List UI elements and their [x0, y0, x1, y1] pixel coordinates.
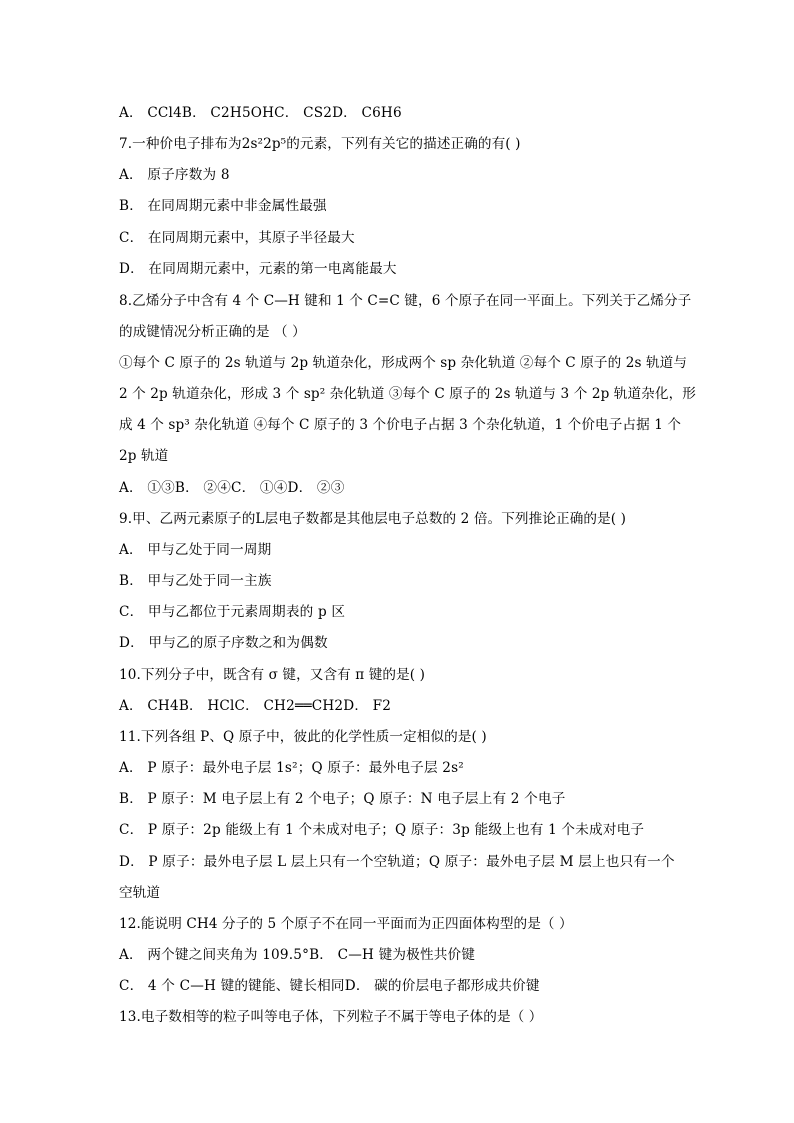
q7-option-d: D． 在同周期元素中，元素的第一电离能最大 — [119, 261, 397, 277]
q7-option-a: A． 原子序数为 8 — [119, 167, 230, 183]
q11-option-b: B． P 原子：M 电子层上有 2 个电子；Q 原子：N 电子层上有 2 个电子 — [119, 791, 566, 807]
q8-statements-line1: ①每个 C 原子的 2s 轨道与 2p 轨道杂化，形成两个 sp 杂化轨道 ②每个 C 原子的 2s 轨道与 — [119, 355, 688, 371]
q11-option-d-line1: D． P 原子：最外电子层 L 层上只有一个空轨道；Q 原子：最外电子层 M 层上也只有一个 — [119, 854, 675, 870]
q10-options: A． CH4B． HClC． CH2══CH2D． F2 — [119, 698, 392, 714]
q9-option-b: B． 甲与乙处于同一主族 — [119, 573, 272, 589]
q8-stem-line1: 8.乙烯分子中含有 4 个 C—H 键和 1 个 C=C 键，6 个原子在同一平面上。下列关于乙烯分子 — [119, 293, 692, 309]
q13-stem: 13.电子数相等的粒子叫等电子体，下列粒子不属于等电子体的是（ ） — [119, 1009, 543, 1025]
q7-option-c: C． 在同周期元素中，其原子半径最大 — [119, 230, 355, 246]
q11-option-c: C． P 原子：2p 能级上有 1 个未成对电子；Q 原子：3p 能级上也有 1 个未成对电子 — [119, 822, 645, 838]
q9-option-d: D． 甲与乙的原子序数之和为偶数 — [119, 635, 328, 651]
q8-statements-line3: 成 4 个 sp³ 杂化轨道 ④每个 C 原子的 3 个价电子占据 3 个杂化轨道，1 个价电子占据 1 个 — [119, 417, 682, 433]
q11-option-d-line2: 空轨道 — [119, 885, 161, 901]
q12-options-cd: C． 4 个 C—H 键的键能、键长相同D． 碳的价层电子都形成共价键 — [119, 978, 540, 994]
q12-stem: 12.能说明 CH4 分子的 5 个原子不在同一平面而为正四面体构型的是（ ） — [119, 916, 573, 932]
q11-stem: 11.下列各组 P、Q 原子中，彼此的化学性质一定相似的是( ) — [119, 729, 487, 745]
q6-options: A． CCl4B． C2H5OHC． CS2D． C6H6 — [119, 105, 402, 121]
q12-options-ab: A． 两个键之间夹角为 109.5°B． C—H 键为极性共价键 — [119, 947, 476, 963]
q8-stem-line2: 的成键情况分析正确的是 （ ） — [119, 324, 306, 340]
q11-option-a: A． P 原子：最外电子层 1s²；Q 原子：最外电子层 2s² — [119, 760, 464, 776]
q8-statements-line4: 2p 轨道 — [119, 448, 169, 464]
q9-option-a: A． 甲与乙处于同一周期 — [119, 542, 272, 558]
q9-option-c: C． 甲与乙都位于元素周期表的 p 区 — [119, 604, 346, 620]
q9-stem: 9.甲、乙两元素原子的L层电子数都是其他层电子总数的 2 倍。下列推论正确的是( ) — [119, 511, 627, 527]
q8-options: A． ①③B． ②④C． ①④D． ②③ — [119, 480, 345, 496]
q7-option-b: B． 在同周期元素中非金属性最强 — [119, 198, 327, 214]
q8-statements-line2: 2 个 2p 轨道杂化，形成 3 个 sp² 杂化轨道 ③每个 C 原子的 2s 轨道与 3 个 2p 轨道杂化，形 — [119, 386, 696, 402]
q7-stem: 7.一种价电子排布为2s²2p⁵的元素，下列有关它的描述正确的有( ) — [119, 136, 521, 152]
q10-stem: 10.下列分子中，既含有 σ 键，又含有 π 键的是( ) — [119, 667, 426, 683]
